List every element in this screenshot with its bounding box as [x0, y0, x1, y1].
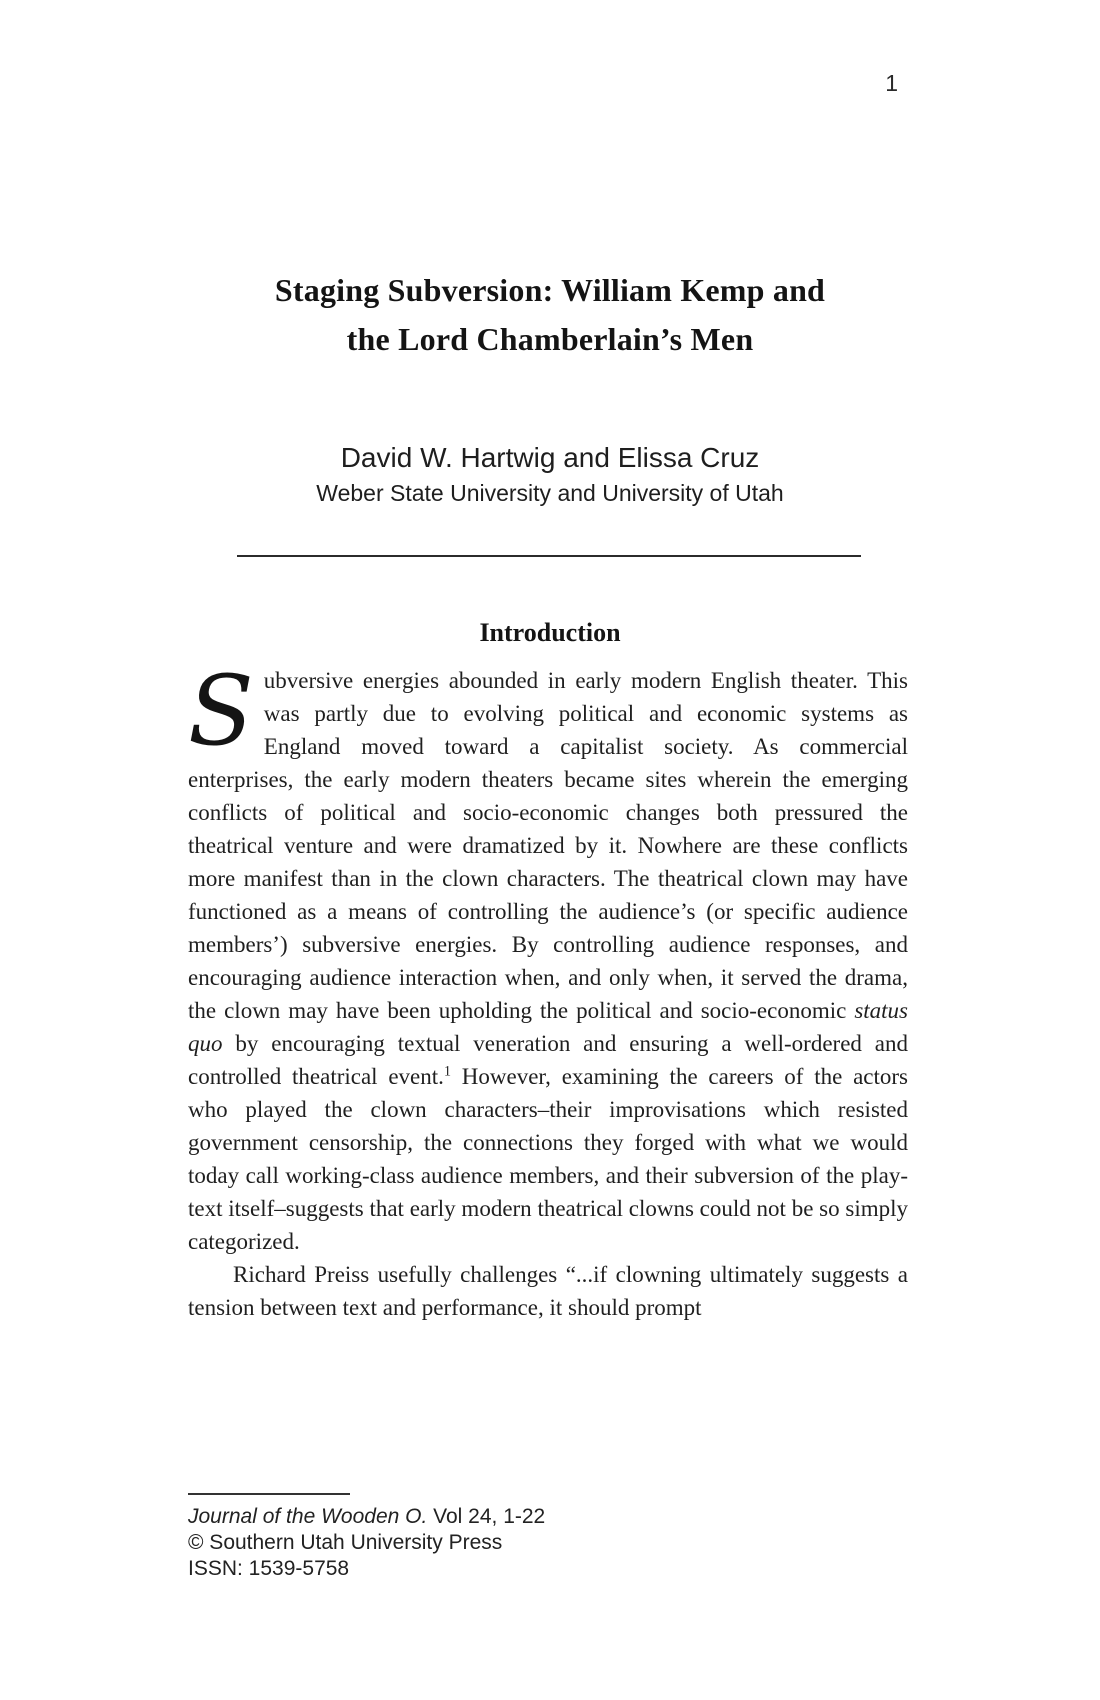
- footnote-marker-1: 1: [443, 1063, 452, 1080]
- page-number: 1: [885, 70, 898, 96]
- paragraph-1-text: ubversive energies abounded in early modern English theater. This was partly due to evolving political and economic systems as England moved toward a capitalist society. As commercial enterprises, the early modern theaters became sites wherein the emerging conflicts of political and socio-economic changes both pressured the theatrical venture and were dramatized by it. Nowhere are these conflicts more manifest than in the clown characters. The theatrical clown may have functioned as a means of controlling the audience’s (or specific audience members’) subversive energies. By controlling audience responses, and encouraging audience interaction when, and only when, it served the drama, the clown may have been upholding the political and socio-economic: [188, 668, 908, 1023]
- journal-title: Journal of the Wooden O.: [188, 1505, 428, 1528]
- journal-citation: [188, 1504, 545, 1530]
- affiliation: Weber State University and University of Utah: [316, 480, 784, 506]
- drop-cap: S: [188, 655, 254, 767]
- paragraph-2: Richard Preiss usefully challenges “...if clowning ultimately suggests a tension between text and performance, it should prompt: [188, 1262, 908, 1320]
- authors: David W. Hartwig and Elissa Cruz: [340, 442, 760, 473]
- journal-volume: Vol 24, 1-22: [427, 1505, 546, 1528]
- journal-footer: [188, 1504, 545, 1582]
- paragraph-1: [188, 655, 909, 1258]
- copyright-line: © Southern Utah University Press: [188, 1531, 503, 1554]
- issn-line: ISSN: 1539-5758: [188, 1557, 350, 1580]
- byline-divider-rule: [237, 555, 861, 557]
- body-text: [188, 655, 909, 1324]
- italic-phrase-status-quo: status quo: [188, 998, 908, 1056]
- title-line-1: Staging Subversion: William Kemp and: [274, 272, 826, 308]
- paragraph-1-text-continued: by encouraging textual veneration and ensuring a well-ordered and controlled theatrical event.: [188, 1031, 908, 1089]
- paragraph-1-text-end: However, examining the careers of the actors who played the clown characters–their improvisations which resisted government censorship, the connections they forged with what we would today call working-class audience members, and their subversion of the play-text itself–suggests that early modern theatrical clowns could not be so simply categorized.: [188, 1064, 909, 1254]
- article-title: [0, 266, 1100, 364]
- title-line-2: the Lord Chamberlain’s Men: [346, 321, 754, 357]
- footnote-rule: [188, 1493, 350, 1495]
- section-heading-introduction: Introduction: [479, 618, 621, 647]
